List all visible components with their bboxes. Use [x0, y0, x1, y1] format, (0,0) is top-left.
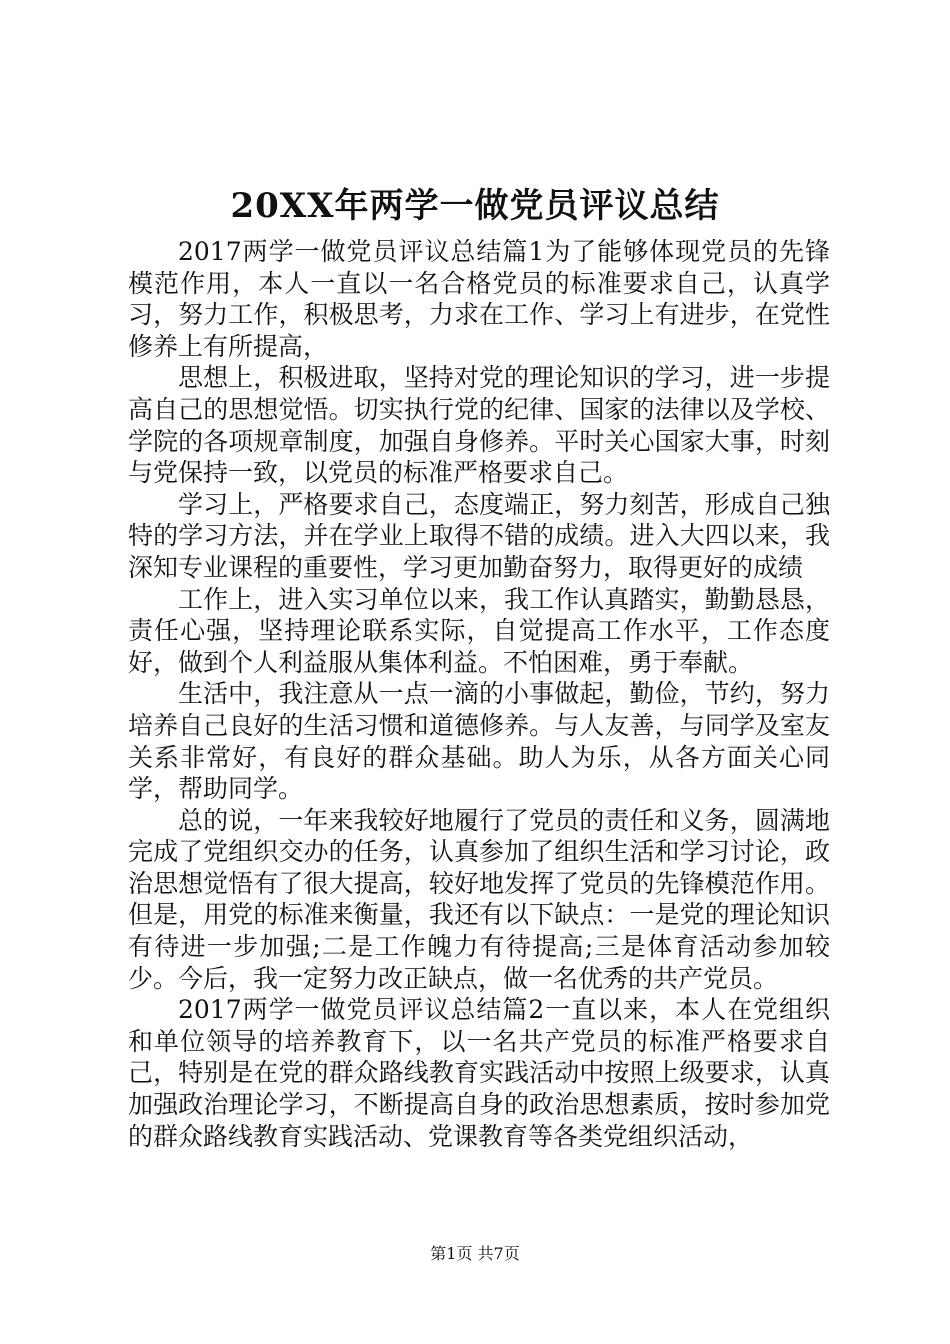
paragraph-6: 总的说，一年来我较好地履行了党员的责任和义务，圆满地完成了党组织交办的任务，认真参加了组织生活和学习讨论，政治思想觉悟有了很大提高，较好地发挥了党员的先锋模范作用。但是，用党的标准来衡量，我还有以下缺点：一是党的理论知识有待进一步加强;二是工作魄力有待提高;三是体育活动参加较少。今后，我一定努力改正缺点，做一名优秀的共产党员。 [128, 805, 830, 993]
paragraph-1: 2017两学一做党员评议总结篇1为了能够体现党员的先锋模范作用，本人一直以一名合格党员的标准要求自己，认真学习，努力工作，积极思考，力求在工作、学习上有进步，在党性修养上有所提高， [128, 237, 830, 361]
document-body [128, 236, 830, 1152]
paragraph-7: 2017两学一做党员评议总结篇2一直以来，本人在党组织和单位领导的培养教育下，以一名共产党员的标准严格要求自己，特别是在党的群众路线教育实践活动中按照上级要求，认真加强政治理论学习，不断提高自身的政治思想素质，按时参加党的群众路线教育实践活动、党课教育等各类党组织活动， [128, 995, 830, 1151]
paragraph-2: 思想上，积极进取，坚持对党的理论知识的学习，进一步提高自己的思想觉悟。切实执行党的纪律、国家的法律以及学校、学院的各项规章制度，加强自身修养。平时关心国家大事，时刻与党保持一致，以党员的标准严格要求自己。 [128, 363, 830, 488]
paragraph-3: 学习上，严格要求自己，态度端正，努力刻苦，形成自己独特的学习方法，并在学业上取得不错的成绩。进入大四以来，我深知专业课程的重要性，学习更加勤奋努力，取得更好的成绩 [128, 489, 830, 582]
page-number-footer: 第1页 共7页 [430, 1244, 520, 1263]
paragraph-5: 生活中，我注意从一点一滴的小事做起，勤俭，节约，努力培养自己良好的生活习惯和道德修养。与人友善，与同学及室友关系非常好，有良好的群众基础。助人为乐，从各方面关心同学，帮助同学。 [128, 679, 830, 804]
paragraph-4: 工作上，进入实习单位以来，我工作认真踏实，勤勤恳恳，责任心强，坚持理论联系实际，自觉提高工作水平，工作态度好，做到个人利益服从集体利益。不怕困难，勇于奉献。 [128, 584, 830, 677]
document-title: 20XX年两学一做党员评议总结 [230, 186, 720, 226]
